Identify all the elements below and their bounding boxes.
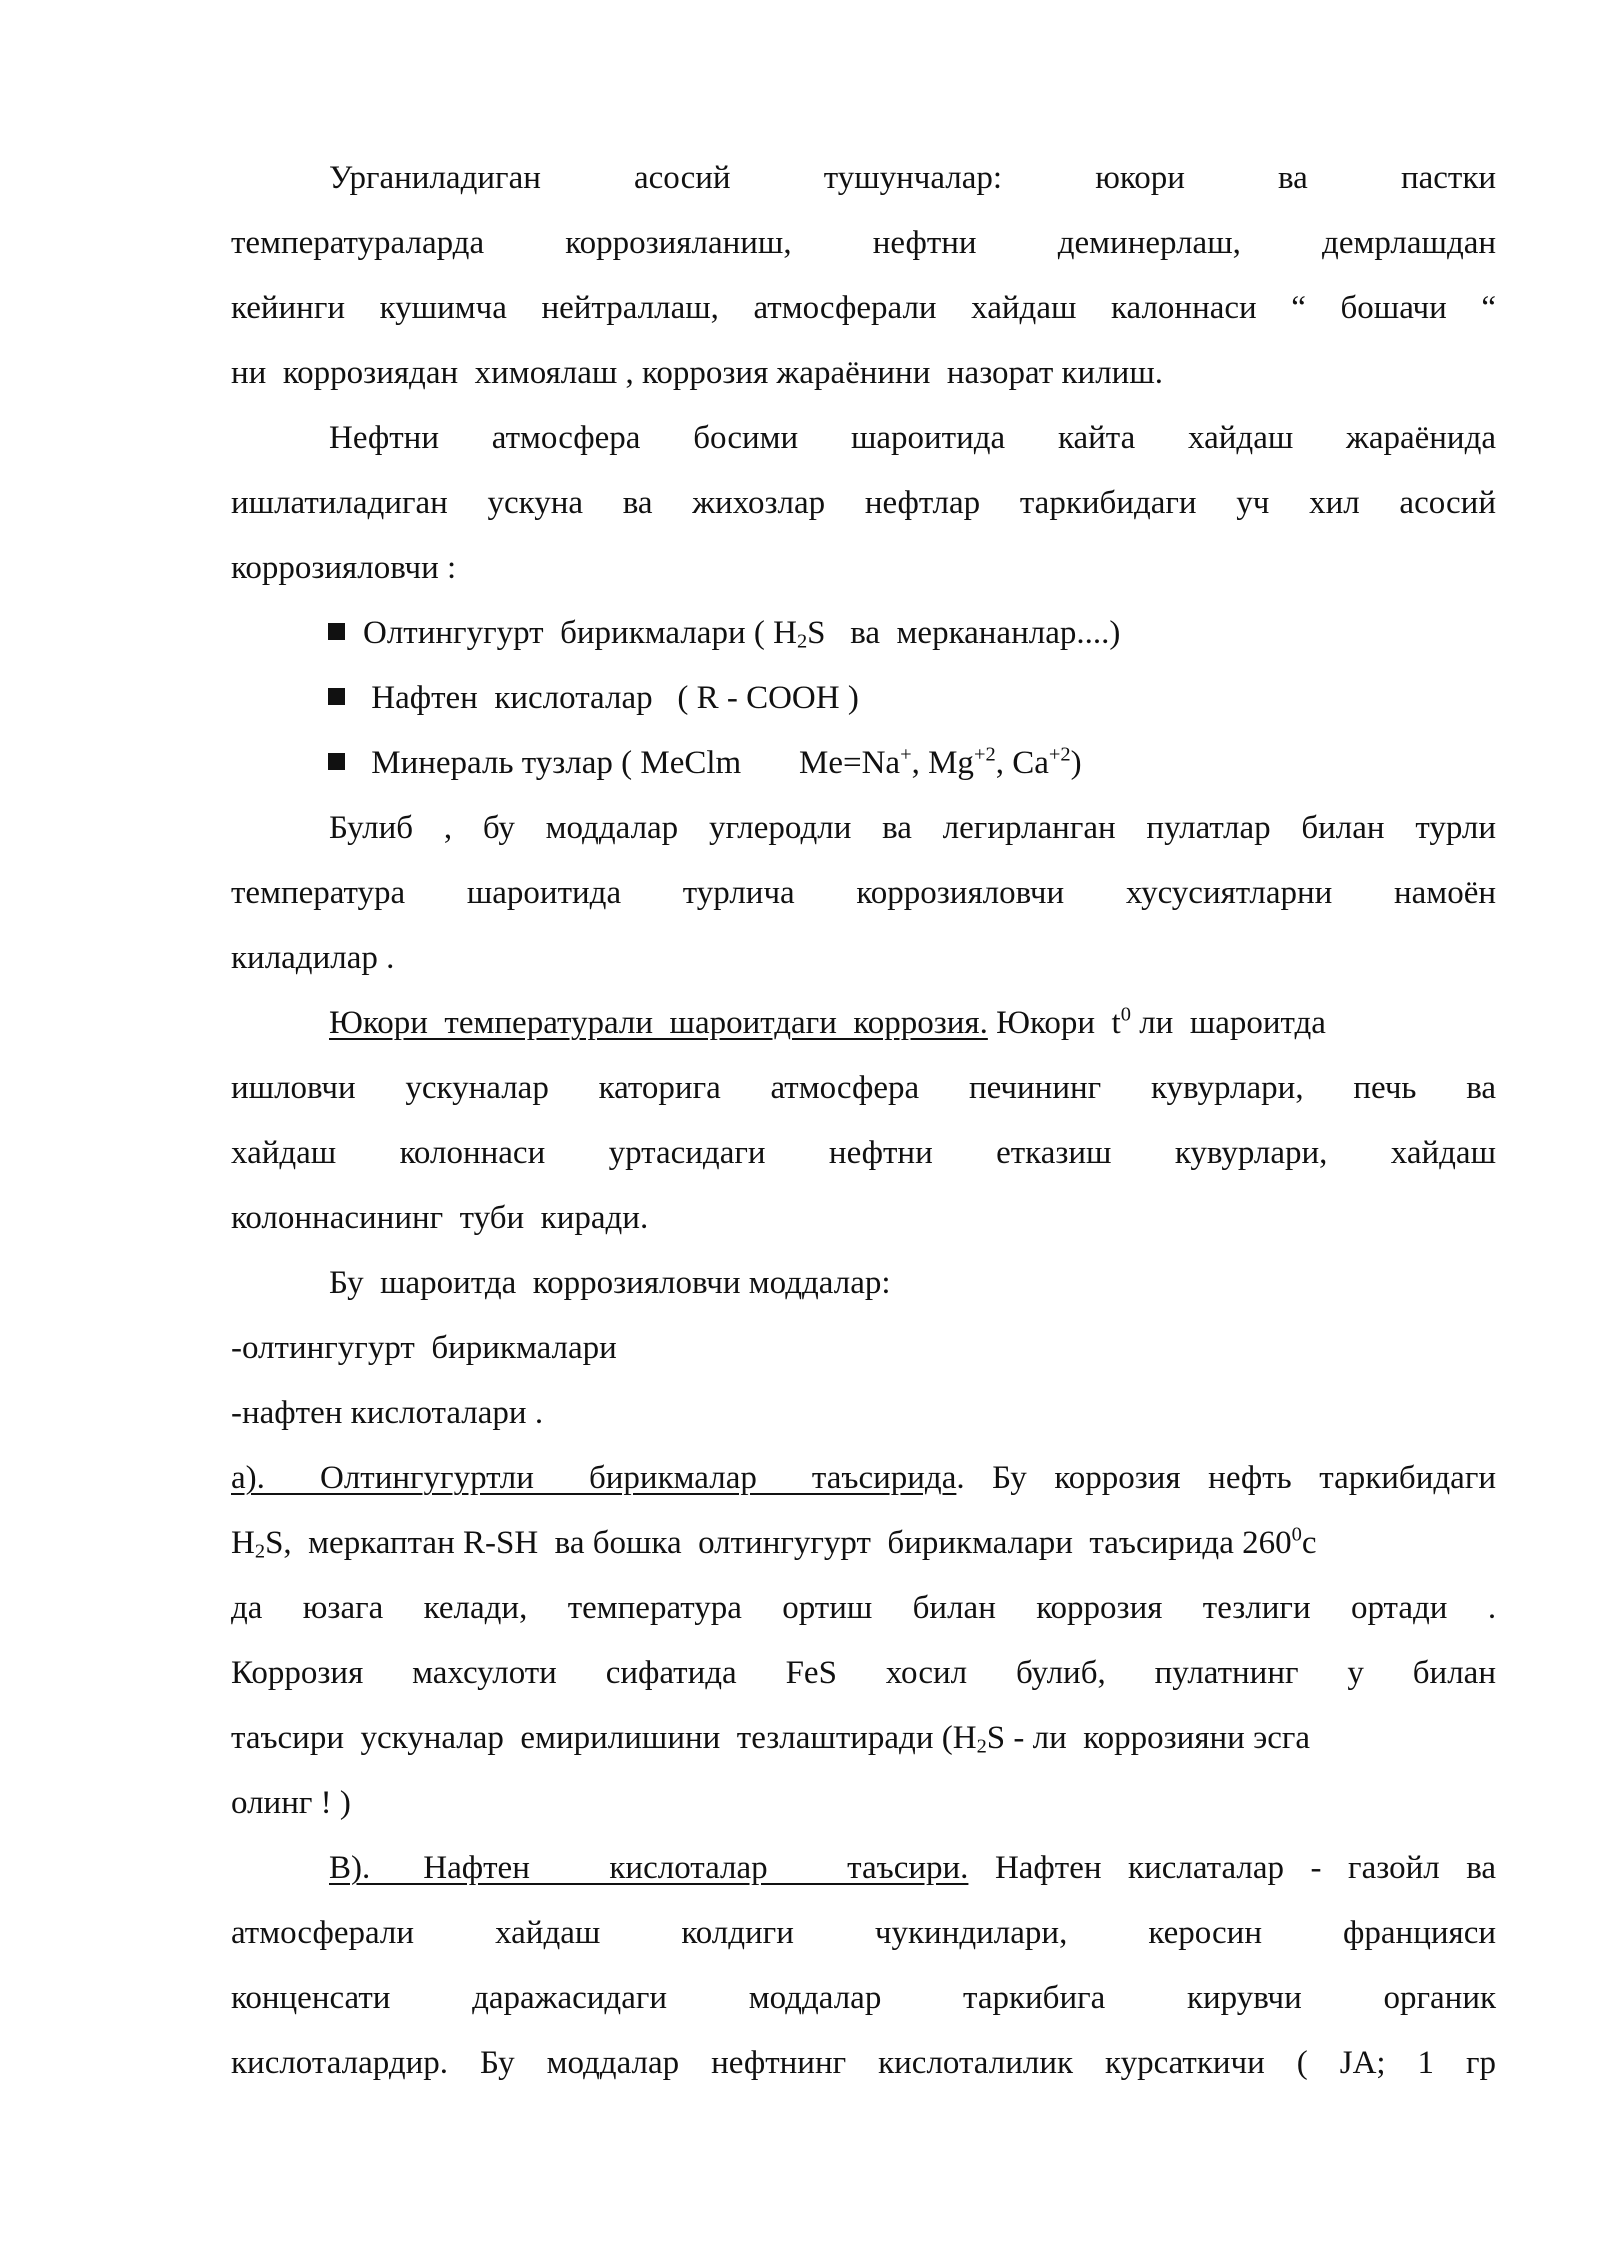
paragraph-6-line-3 xyxy=(231,1575,1496,1641)
word: коррозияловчи xyxy=(856,875,1065,911)
word: нефтни xyxy=(828,1135,933,1171)
word: Бу моддалар xyxy=(479,2045,680,2081)
paragraph-3-line-3: киладилар . xyxy=(231,940,395,976)
word: температура xyxy=(567,1590,742,1626)
word: асосий xyxy=(634,160,731,196)
word: Нафтен xyxy=(994,1850,1102,1886)
word: кувурлари, xyxy=(1174,1135,1328,1171)
paragraph-6-line-1: а). Олтингугуртли бирикмалар таъсирида. Бу коррозия нефть таркибидаги xyxy=(231,1460,1497,1496)
word: ишловчи xyxy=(231,1070,356,1106)
word: ускуналар xyxy=(405,1070,549,1106)
word: таркибидаги xyxy=(1019,485,1197,521)
word: нефть таркибидаги xyxy=(1208,1460,1497,1496)
word: керосин xyxy=(1148,1915,1263,1951)
word: 1 гр xyxy=(1417,2045,1497,2081)
word: нефтнинг xyxy=(711,2045,847,2081)
word: курсаткичи xyxy=(1105,2045,1265,2081)
word: JA; xyxy=(1339,2045,1386,2081)
word: кейинги кушимча xyxy=(231,290,507,326)
word: атмосфера xyxy=(770,1070,920,1106)
word: печининг xyxy=(968,1070,1102,1106)
paragraph-1-line-3 xyxy=(231,275,1496,341)
word: намоён xyxy=(1394,875,1496,911)
square-bullet-icon xyxy=(328,623,345,640)
word: ва жихозлар xyxy=(622,485,826,521)
word: пулатнинг xyxy=(1154,1655,1299,1691)
word: хайдаш xyxy=(495,1915,601,1951)
word: кайта xyxy=(1057,420,1136,456)
word: бу моддалар xyxy=(482,810,679,846)
word: чукиндилари, xyxy=(874,1915,1068,1951)
word: билан турли xyxy=(1301,810,1497,846)
word: коррозияланиш, xyxy=(565,225,792,261)
word: коррозия xyxy=(1036,1590,1163,1626)
word: . xyxy=(1487,1590,1497,1626)
word: хосил xyxy=(885,1655,968,1691)
word: ва xyxy=(1466,1070,1497,1106)
word: атмосферали xyxy=(753,290,937,326)
word: моддалар xyxy=(748,1980,882,2016)
word: атмосферали xyxy=(231,1915,415,1951)
word: францияси xyxy=(1343,1915,1497,1951)
word: махсулоти xyxy=(412,1655,557,1691)
word: каторига xyxy=(598,1070,721,1106)
square-bullet-icon xyxy=(328,688,345,705)
paragraph-3-line-1 xyxy=(329,795,1496,861)
word: жараёнида xyxy=(1346,420,1497,456)
word: пастки xyxy=(1400,160,1497,196)
word: колдиги xyxy=(681,1915,794,1951)
word: шароитида xyxy=(466,875,622,911)
word: хайдаш xyxy=(231,1135,337,1171)
word: пулатлар xyxy=(1146,810,1271,846)
word: у билан xyxy=(1347,1655,1496,1691)
word: сифатида xyxy=(605,1655,737,1691)
paragraph-1-line-1 xyxy=(329,145,1496,211)
word: атмосфера xyxy=(491,420,641,456)
paragraph-2-line-3: коррозияловчи : xyxy=(231,550,457,586)
word: “ бошачи “ xyxy=(1291,290,1496,326)
word: даражасидаги xyxy=(472,1980,668,2016)
word: нефтлар xyxy=(864,485,981,521)
paragraph-5-line-1: Бу шароитда коррозияловчи моддалар: xyxy=(329,1265,891,1301)
word: демрлашдан xyxy=(1322,225,1497,261)
word: Нефтни xyxy=(329,420,440,456)
paragraph-6-line-6: олинг ! ) xyxy=(231,1785,351,1821)
word: кислоталардир. xyxy=(231,2045,449,2081)
word: температураларда xyxy=(231,225,485,261)
word: органик xyxy=(1383,1980,1497,2016)
paragraph-7-line-4 xyxy=(231,2030,1496,2096)
paragraph-7-line-3 xyxy=(231,1965,1496,2031)
word: ва xyxy=(1278,160,1308,196)
paragraph-4-line-3 xyxy=(231,1120,1496,1186)
paragraph-6-line-4 xyxy=(231,1640,1496,1706)
word: кирувчи xyxy=(1186,1980,1302,2016)
word: FeS xyxy=(785,1655,837,1691)
word: турлича xyxy=(682,875,795,911)
paragraph-4-line-1: Юкори температурали шароитдаги коррозия. Юкори $t^0$ ли шароитда xyxy=(329,1003,1326,1041)
word: температура xyxy=(231,875,406,911)
word: юзага xyxy=(302,1590,384,1626)
word: Коррозия xyxy=(231,1655,364,1691)
word: билан xyxy=(912,1590,996,1626)
word: ортади xyxy=(1350,1590,1448,1626)
word: босими xyxy=(693,420,799,456)
word: ишлатиладиган xyxy=(231,485,448,521)
section-heading-sulfur-compounds: а). Олтингугуртли бирикмалар таъсирида xyxy=(231,1460,957,1496)
word: колоннаси xyxy=(399,1135,546,1171)
word: хайдаш xyxy=(1188,420,1294,456)
paragraph-1-line-4: ни коррозиядан химоялаш , коррозия жараёнини назорат килиш. xyxy=(231,355,1163,391)
word: булиб, xyxy=(1016,1655,1106,1691)
paragraph-6-line-5: таъсири ускуналар емирилишини тезлаштиради ($H_2S$ - ли коррозияни эсга xyxy=(231,1720,1311,1758)
paragraph-4-line-4: колоннасининг туби киради. xyxy=(231,1200,649,1236)
word: юкори xyxy=(1095,160,1185,196)
word: таркибига xyxy=(963,1980,1106,2016)
paragraph-6-line-2: $H_2S$, меркаптан R-SH ва бошка олтингугурт бирикмалари таъсирида $260^0с$ xyxy=(231,1523,1317,1563)
word: Булиб , xyxy=(329,810,453,846)
word: хусусиятларни xyxy=(1125,875,1333,911)
paragraph-2-line-2 xyxy=(231,470,1496,536)
section-heading-naphthenic-acids: В). Нафтен кислоталар таъсири. xyxy=(329,1850,969,1886)
paragraph-1-line-2 xyxy=(231,210,1496,276)
word: шароитида xyxy=(850,420,1006,456)
word: кувурлари, xyxy=(1150,1070,1304,1106)
word: углеродли xyxy=(708,810,852,846)
word: - газойл xyxy=(1310,1850,1440,1886)
word: келади, xyxy=(423,1590,528,1626)
word: да xyxy=(231,1590,263,1626)
word: Урганиладиган xyxy=(329,160,541,196)
word: хайдаш калоннаси xyxy=(971,290,1257,326)
word: кислоталилик xyxy=(878,2045,1074,2081)
word: деминерлаш, xyxy=(1057,225,1241,261)
word: тушунчалар: xyxy=(823,160,1003,196)
word: печь xyxy=(1353,1070,1417,1106)
paragraph-3-line-2 xyxy=(231,860,1496,926)
word: ускуна xyxy=(487,485,584,521)
paragraph-5-line-2: -олтингугурт бирикмалари xyxy=(231,1330,617,1366)
section-heading-high-temperature: Юкори температурали шароитдаги коррозия. xyxy=(329,1005,988,1041)
word: хайдаш xyxy=(1390,1135,1496,1171)
word: нефтни xyxy=(872,225,977,261)
square-bullet-icon xyxy=(328,753,345,770)
bullet-item-sulfur: Олтингугурт бирикмалари ( $H_2S$ ва меркананлар....) xyxy=(328,600,1120,666)
bullet-item-naphthenic-acids: Нафтен кислоталар ( R - COOH ) xyxy=(328,665,859,731)
bullet-item-mineral-salts: Минераль тузлар ( MeClm Me=Na+, $Mg^{+2}$, $Ca^{+2}$) xyxy=(328,730,1082,796)
paragraph-7-line-2 xyxy=(231,1900,1496,1966)
word: ва легирланган xyxy=(882,810,1116,846)
paragraph-7-line-1 xyxy=(329,1835,1496,1901)
paragraph-5-line-3: -нафтен кислоталари . xyxy=(231,1395,544,1431)
word: ортиш xyxy=(782,1590,873,1626)
word: ( xyxy=(1296,2045,1308,2081)
paragraph-4-line-2 xyxy=(231,1055,1496,1121)
word: нейтраллаш, xyxy=(541,290,719,326)
word: кислаталар xyxy=(1128,1850,1285,1886)
word: уртасидаги xyxy=(608,1135,766,1171)
word: етказиш xyxy=(996,1135,1112,1171)
word: тезлиги xyxy=(1202,1590,1311,1626)
paragraph-2-line-1 xyxy=(329,405,1496,471)
word: уч хил асосий xyxy=(1236,485,1497,521)
word: конценсати xyxy=(231,1980,391,2016)
word: ва xyxy=(1466,1850,1497,1886)
